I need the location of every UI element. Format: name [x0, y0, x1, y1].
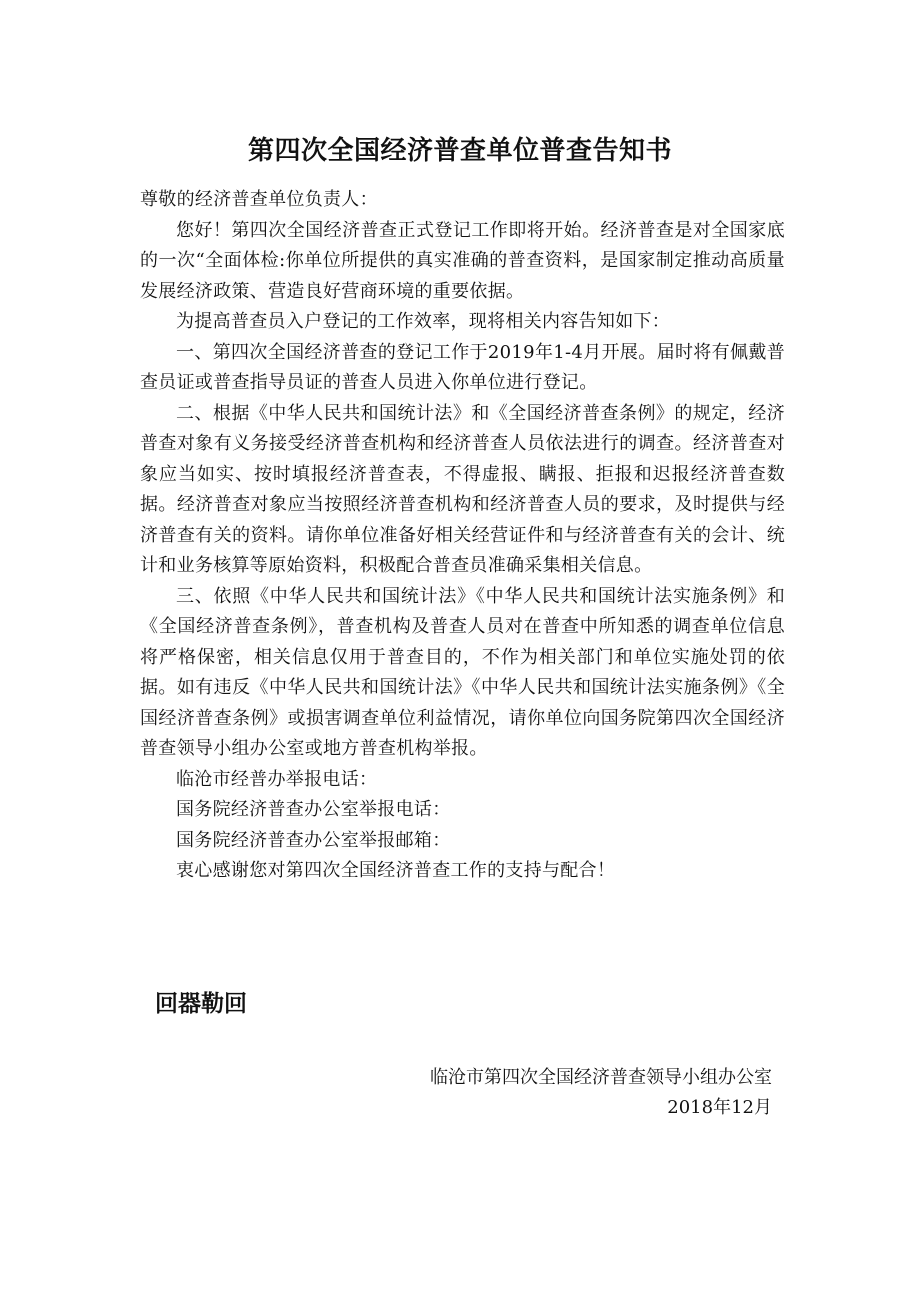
paragraph-intro: 为提高普查员入户登记的工作效率，现将相关内容告知如下：: [176, 311, 671, 332]
notice-body: [140, 185, 785, 887]
signature-date: 2018年12月: [667, 1097, 772, 1118]
paragraph-item-3: 三、依照《中华人民共和国统计法》《中华人民共和国统计法实施条例》和《全国经济普查条例》，普查机构及普查人员对在普查中所知悉的调查单位信息将严格保密，相关信息仅用于普查目的，不作为相关部门和单位实施处罚的依据。如有违反《中华人民共和国统计法》《中华人民共和国统计法实施条例》《全国经济普查条例》或损害调查单位利益情况，请你单位向国务院第四次全国经济普查领导小组办公室或地方普查机构举报。: [140, 585, 785, 759]
closing-thanks: 衷心感谢您对第四次全国经济普查工作的支持与配合！: [176, 860, 616, 881]
paragraph-item-1: 一、第四次全国经济普查的登记工作于2019年1-4月开展。届时将有佩戴普查员证或普查指导员证的普查人员进入你单位进行登记。: [140, 341, 785, 393]
signature-organization: 临沧市第四次全国经济普查领导小组办公室: [430, 1067, 772, 1088]
hotline-state-council: 国务院经济普查办公室举报电话：: [176, 799, 451, 820]
qr-code-placeholder-text: 回器勒回: [155, 991, 247, 1017]
signature-block: [380, 1063, 772, 1123]
page-title: 第四次全国经济普查单位普查告知书: [247, 136, 672, 166]
hotline-local: 临沧市经普办举报电话：: [176, 768, 378, 790]
paragraph-item-2: 二、根据《中华人民共和国统计法》和《全国经济普查条例》的规定，经济普查对象有义务接受经济普查机构和经济普查人员依法进行的调查。经济普查对象应当如实、按时填报经济普查表，不得虚报、瞒报、拒报和迟报经济普查数据。经济普查对象应当按照经济普查机构和经济普查人员的要求，及时提供与经济普查有关的资料。请你单位准备好相关经营证件和与经济普查有关的会计、统计和业务核算等原始资料，积极配合普查员准确采集相关信息。: [140, 402, 785, 576]
paragraph-greeting: 您好！第四次全国经济普查正式登记工作即将开始。经济普查是对全国家底的一次“全面体检:你单位所提供的真实准确的普查资料，是国家制定推动高质量发展经济政策、营造良好营商环境的重要依据。: [140, 219, 785, 302]
email-state-council: 国务院经济普查办公室举报邮箱：: [176, 829, 451, 851]
salutation: 尊敬的经济普查单位负责人：: [140, 189, 378, 210]
